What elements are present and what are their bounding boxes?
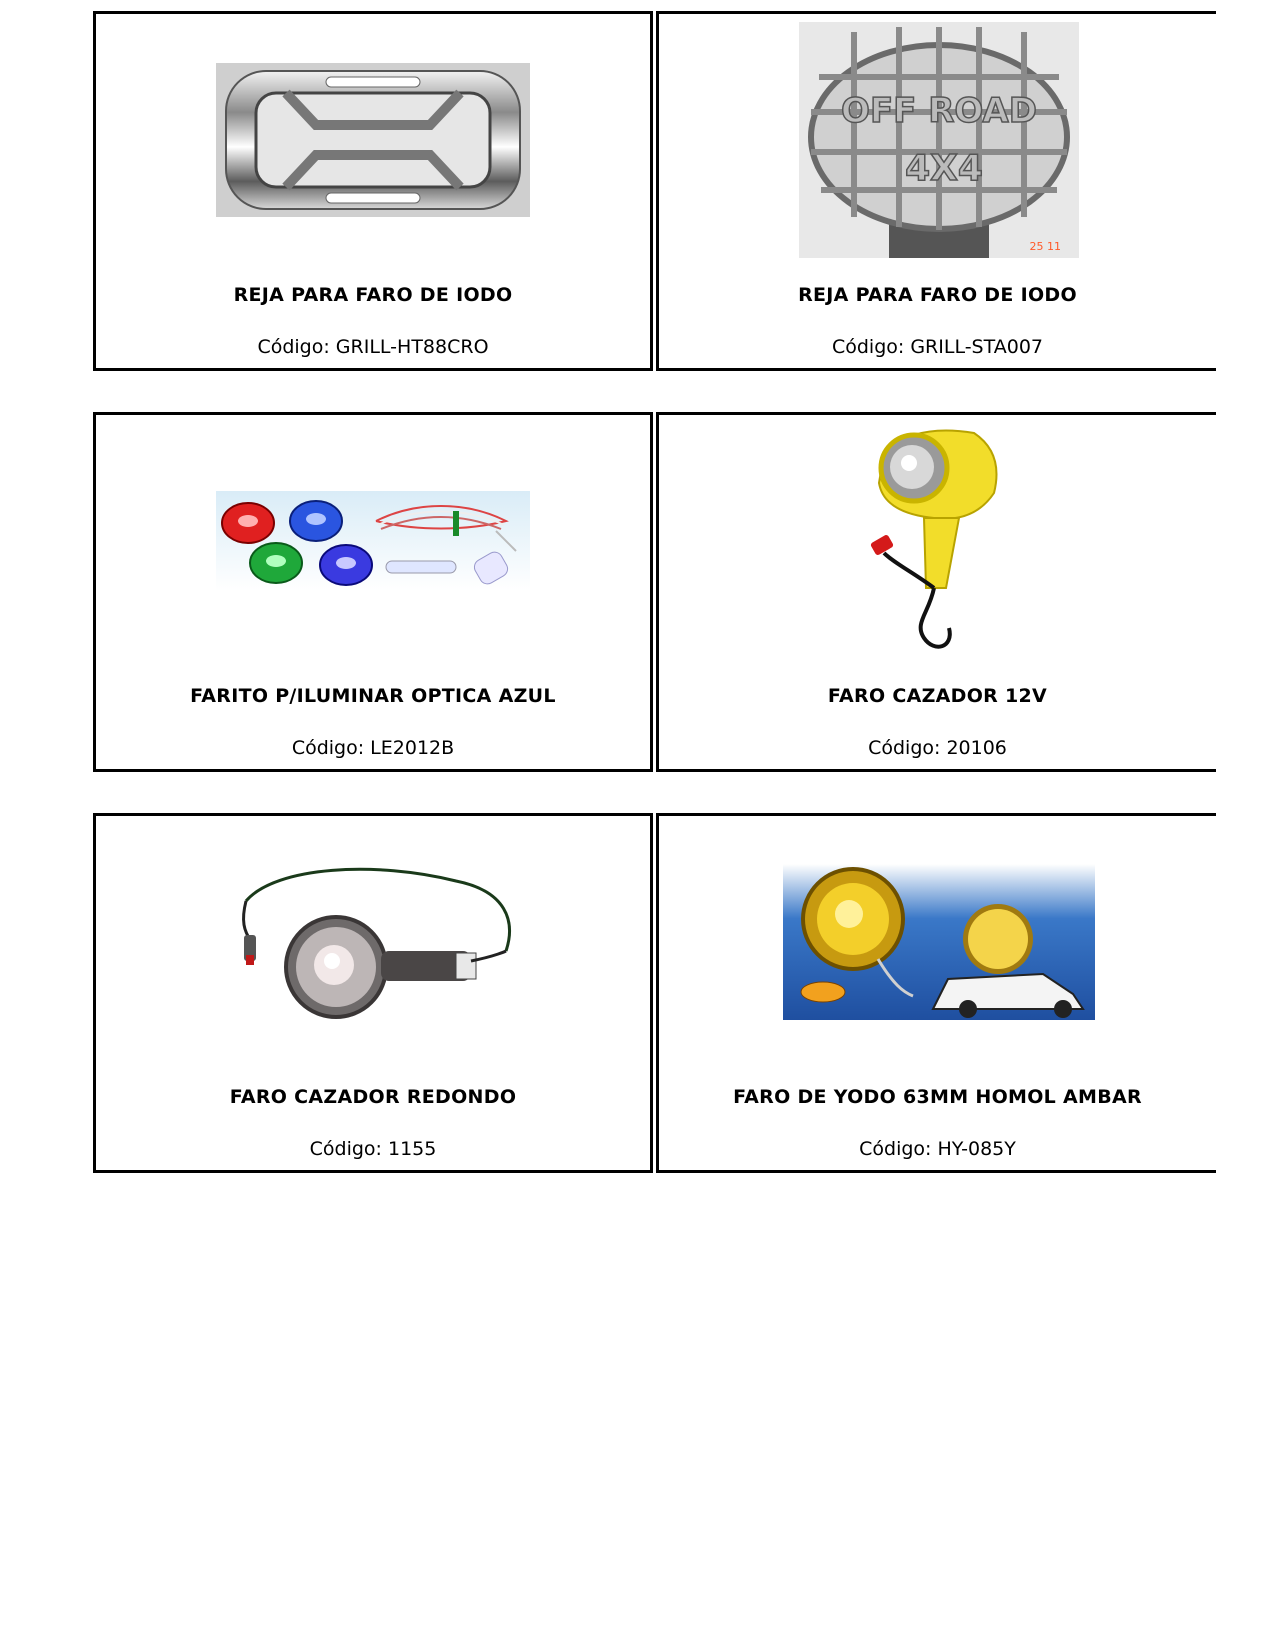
product-code: Código: LE2012B — [291, 737, 455, 759]
product-code: Código: 1155 — [309, 1138, 437, 1160]
product-image-amber-foglight-box — [659, 822, 1219, 1062]
product-card — [93, 11, 653, 371]
product-image-chrome-grill — [96, 20, 650, 260]
photo-date-stamp: 25 11 — [1029, 240, 1061, 253]
product-name: FARITO P/ILUMINAR OPTICA AZUL — [190, 685, 556, 707]
product-code: Código: GRILL-STA007 — [831, 336, 1044, 358]
product-image-color-lights — [96, 421, 650, 661]
product-image-offroad-grill — [659, 20, 1219, 260]
product-card — [93, 412, 653, 772]
product-card — [656, 813, 1216, 1173]
product-code: Código: HY-085Y — [859, 1138, 1016, 1160]
product-code: Código: 20106 — [868, 737, 1007, 759]
product-image-yellow-spotlight — [659, 421, 1219, 661]
grill-bottom-text: 4X4 — [905, 148, 983, 189]
product-name: FARO CAZADOR REDONDO — [229, 1086, 517, 1108]
product-name: FARO DE YODO 63MM HOMOL AMBAR — [733, 1086, 1142, 1108]
product-name: FARO CAZADOR 12V — [827, 685, 1048, 707]
product-name: REJA PARA FARO DE IODO — [798, 284, 1077, 306]
product-code: Código: GRILL-HT88CRO — [257, 336, 489, 358]
grill-top-text: OFF ROAD — [841, 91, 1037, 131]
product-image-round-spotlight — [96, 822, 650, 1062]
product-card — [656, 412, 1216, 772]
product-card — [93, 813, 653, 1173]
product-card — [656, 11, 1216, 371]
product-name: REJA PARA FARO DE IODO — [233, 284, 513, 306]
